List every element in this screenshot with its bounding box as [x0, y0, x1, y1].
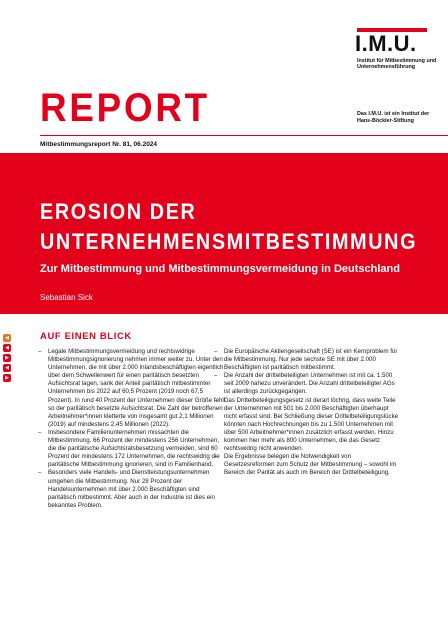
imu-logo: I.M.U. — [355, 31, 417, 56]
report-number: Mitbestimmungsreport Nr. 81, 06.2024 — [40, 141, 158, 148]
summary-point: – Die Ergebnisse belegen die Notwendigkeit von Gesetzesreformen zum Schutz der Mitbestimmung – sowohl im Bereich der Parität als auch im Bereich der Drittelbeteiligung. — [214, 453, 402, 477]
summary-point: – Legale Mitbestimmungsvermeidung und rechtswidrige Mitbestimmungsignorierung nehmen immer weiter zu. Unter den Unternehmen, die mit über 2.000 Inlandsbeschäftigten eigentlich über dem Schwellenwert für einen paritätisch besetzten Aufsichtsrat lagen, sank der Anteil paritätisch mitbestimmter Unternehmen bis 2022 auf 60,5 Prozent (2019 noch 67,5 Prozent). In rund 40 Prozent der Unternehmen dieser Größe fehlt so der paritätisch besetzte Aufsichtsrat. Die Zahl der betroffenen Arbeitnehmer*innen kletterte von insgesamt gut 2,1 Millionen (2019) auf mindestens 2,45 Millionen (2022). — [38, 348, 226, 429]
nav-last-icon[interactable]: ▶ — [3, 374, 11, 382]
report-title-line-1: EROSION DER — [40, 199, 197, 224]
side-toolbar — [3, 334, 12, 384]
report-author: Sebastian Sick — [40, 293, 93, 302]
section-heading: AUF EINEN BLICK — [40, 331, 132, 342]
hero-banner — [0, 153, 448, 314]
summary-point: – Die Europäische Aktiengesellschaft (SE) ist ein Kernproblem für die Mitbestimmung. Nur jede sechste SE mit über 2.000 Beschäftigten ist paritätisch mitbestimmt. — [214, 348, 402, 372]
hbs-note: Das I.M.U. ist ein Institut der Hans-Böckler-Stiftung — [357, 111, 430, 124]
nav-previous-icon[interactable]: ◀ — [3, 344, 11, 352]
report-label: REPORT — [40, 86, 210, 130]
report-subtitle: Zur Mitbestimmung und Mitbestimmungsvermeidung in Deutschland — [40, 263, 400, 275]
summary-point: – Die Anzahl der drittelbeteiligten Unternehmen ist mit ca. 1.500 seit 2009 nahezu unverändert. Die Anzahl drittelbeteiligter AGs ist allerdings zurückgegangen. — [214, 372, 402, 396]
summary-column-left — [38, 348, 226, 510]
summary-point: – Besonders viele Handels- und Dienstleistungsunternehmen umgehen die Mitbestimmung. Nur 28 Prozent der Handelsunternehmen mit über 2.000 Beschäftigten sind paritätisch mitbestimmt. Aber auch in der Industrie ist dies ein bekanntes Problem. — [38, 469, 226, 509]
nav-next-icon[interactable]: ▶ — [3, 354, 11, 362]
nav-first-icon[interactable]: ◀ — [3, 364, 11, 372]
report-title-line-2: UNTERNEHMENSMITBESTIMMUNG — [40, 229, 418, 254]
summary-point: – Insbesondere Familienunternehmen missachten die Mitbestimmung. 66 Prozent der mindestens 256 Unternehmen, die die paritätische Aufsichtsratsbesetzung vermeiden, sind 60 Prozent der mindestens 172 Unternehmen, die rechtswidrig die paritätische Mitbestimmung ignorieren, sind in Familienhand. — [38, 429, 226, 469]
imu-logo-subtitle: Institut für Mitbestimmung und Unternehmensführung — [357, 58, 437, 71]
summary-point: – Das Drittelbeteiligungsgesetz ist derart löchrig, dass weite Teile der Unternehmen mit 501 bis 2.000 Beschäftigten überhaupt nicht erfasst sind. Bei Schließung dieser Drittelbeteiligungslücke könnten nach Hochrechnungen bis zu 1.500 Unternehmen mit über 500 Arbeitnehmer*innen zusätzlich erfasst werden. Hinzu kommen hier mehr als 800 Unternehmen, die das Gesetz rechtswidrig nicht anwenden. — [214, 397, 402, 454]
report-divider — [40, 135, 448, 136]
nav-back-icon[interactable]: ◀ — [3, 334, 11, 342]
summary-column-right — [214, 348, 402, 478]
report-title — [40, 197, 418, 257]
